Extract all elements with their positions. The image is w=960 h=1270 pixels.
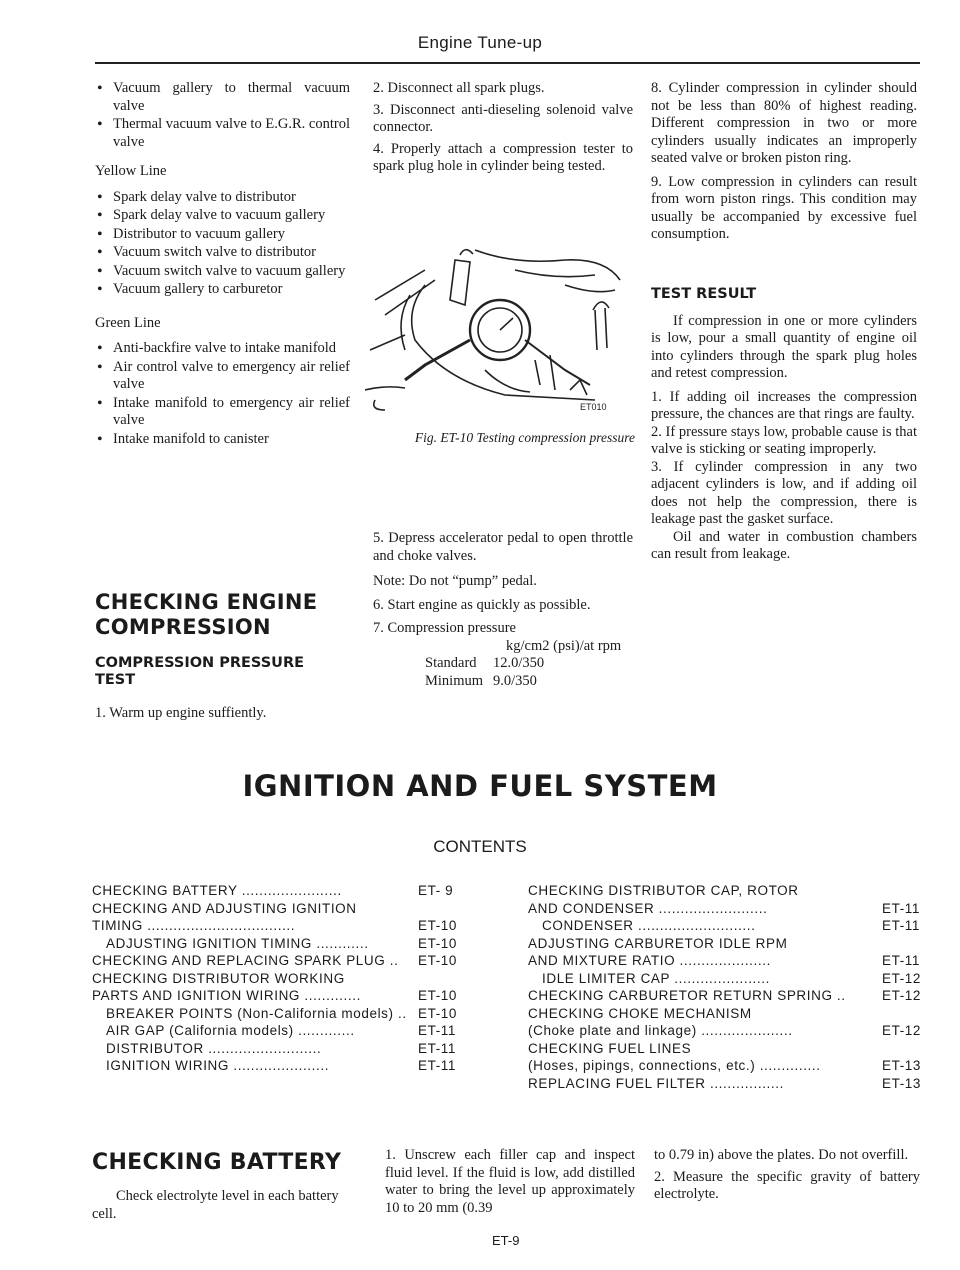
toc-entry bbox=[528, 1075, 926, 1093]
toc-entry-title: CHECKING CARBURETOR RETURN SPRING .. bbox=[528, 988, 846, 1003]
toc-entry-title: ADJUSTING CARBURETOR IDLE RPM bbox=[528, 935, 788, 951]
step-9: 9. Low compression in cylinders can result from worn piston rings. This condition may usually be accompanied by excessive fuel consumption. bbox=[651, 173, 917, 242]
toc-entry-page: ET-12 bbox=[882, 1023, 922, 1038]
toc-entry bbox=[92, 970, 462, 988]
step-2: 2. Disconnect all spark plugs. bbox=[373, 80, 545, 96]
toc-entry-page: ET-11 bbox=[418, 1040, 457, 1056]
toc-entry-title: IDLE LIMITER CAP ...................... bbox=[542, 970, 770, 986]
standard-label: Standard bbox=[425, 655, 477, 671]
compression-tester-illustration bbox=[365, 240, 635, 415]
toc-entry-title: CHECKING CHOKE MECHANISM bbox=[528, 1005, 752, 1021]
toc-entry bbox=[528, 970, 926, 988]
list-item: • Vacuum gallery to carburetor bbox=[95, 281, 350, 299]
toc-entry bbox=[528, 917, 926, 935]
toc-entry bbox=[92, 935, 462, 953]
battery-step-2: 2. Measure the specific gravity of battery electrolyte. bbox=[654, 1168, 920, 1202]
result-1: 1. If adding oil increases the compression pressure, the chances are that rings are faulty. bbox=[651, 388, 917, 422]
result-4: Oil and water in combustion chambers can result from leakage. bbox=[651, 528, 917, 562]
result-2: 2. If pressure stays low, probable cause is that valve is sticking or seating improperly. bbox=[651, 423, 917, 457]
toc-entry bbox=[528, 935, 926, 953]
toc-entry-title: (Hoses, pipings, connections, etc.) .............. bbox=[528, 1058, 821, 1073]
chapter-title: IGNITION AND FUEL SYSTEM bbox=[242, 769, 718, 803]
toc-entry-page: ET-11 bbox=[418, 1023, 457, 1038]
step-3: 3. Disconnect anti-dieseling solenoid valve connector. bbox=[373, 101, 633, 135]
yellow-line-heading: Yellow Line bbox=[95, 163, 167, 179]
toc-entry-title: (Choke plate and linkage) ..................... bbox=[528, 1023, 793, 1038]
step-7: 7. Compression pressure bbox=[373, 620, 516, 636]
toc-entry-page: ET-10 bbox=[418, 1005, 458, 1021]
yellow-line-list bbox=[95, 189, 350, 299]
battery-intro: Check electrolyte level in each battery cell. bbox=[92, 1188, 339, 1222]
battery-column-3 bbox=[654, 1147, 920, 1208]
toc-entry bbox=[92, 952, 462, 970]
toc-entry-page: ET-12 bbox=[882, 970, 922, 986]
test-result-intro: If compression in one or more cylinders is low, pour a small quantity of engine oil into cylinders through the spark plug holes and retest compression. bbox=[651, 312, 917, 381]
section-title-engine-compression: CHECKING ENGINE COMPRESSION bbox=[95, 590, 318, 639]
header-rule bbox=[95, 62, 920, 64]
toc-entry-page: ET-11 bbox=[882, 953, 921, 968]
vacuum-bullet-list bbox=[95, 80, 350, 151]
list-item: • Intake manifold to emergency air relief valve bbox=[95, 395, 350, 430]
toc-entry-title: CHECKING DISTRIBUTOR WORKING bbox=[92, 970, 345, 986]
list-item: • Anti-backfire valve to intake manifold bbox=[95, 340, 350, 358]
battery-step-1-continued: to 0.79 in) above the plates. Do not overfill. bbox=[654, 1147, 909, 1163]
toc-entry-page bbox=[418, 970, 462, 988]
toc-entry-title: ADJUSTING IGNITION TIMING ............ bbox=[106, 935, 369, 951]
toc-entry-page: ET-13 bbox=[882, 1075, 922, 1091]
toc-entry-title: CHECKING BATTERY ....................... bbox=[92, 883, 342, 898]
list-item: • Spark delay valve to vacuum gallery bbox=[95, 207, 350, 225]
toc-entry-page bbox=[882, 935, 926, 953]
toc-entry-title: TIMING .................................. bbox=[92, 918, 296, 933]
battery-step-1: 1. Unscrew each filler cap and inspect fluid level. If the fluid is low, add distilled water to bring the level up approximately 10 to 20 mm (0.39 bbox=[385, 1147, 635, 1216]
pressure-units: kg/cm2 (psi)/at rpm bbox=[506, 637, 622, 654]
figure-caption: Fig. ET-10 Testing compression pressure bbox=[414, 430, 635, 445]
column-1 bbox=[95, 80, 350, 449]
toc-entry-page: ET- 9 bbox=[418, 883, 454, 898]
list-item: • Distributor to vacuum gallery bbox=[95, 226, 350, 244]
list-item: • Spark delay valve to distributor bbox=[95, 189, 350, 207]
toc-entry-title: CHECKING FUEL LINES bbox=[528, 1040, 692, 1056]
contents-heading: CONTENTS bbox=[433, 837, 527, 856]
toc-entry-page: ET-11 bbox=[882, 918, 921, 933]
step-5: 5. Depress accelerator pedal to open throttle and choke valves. bbox=[373, 530, 633, 564]
toc-entry bbox=[92, 1040, 462, 1058]
toc-right-column bbox=[528, 882, 926, 1092]
toc-entry bbox=[92, 1022, 462, 1040]
list-item: • Vacuum switch valve to distributor bbox=[95, 244, 350, 262]
column-3 bbox=[651, 80, 917, 568]
section-title-checking-battery: CHECKING BATTERY bbox=[92, 1150, 342, 1175]
test-result-heading: TEST RESULT bbox=[651, 285, 757, 302]
toc-entry bbox=[92, 882, 462, 900]
toc-entry bbox=[528, 1005, 926, 1023]
minimum-value: 9.0/350 bbox=[493, 672, 537, 689]
toc-entry-title: REPLACING FUEL FILTER ................. bbox=[528, 1075, 784, 1091]
toc-entry bbox=[528, 882, 926, 900]
figure-code: ET010 bbox=[580, 402, 607, 412]
step-6: 6. Start engine as quickly as possible. bbox=[373, 596, 591, 613]
list-item: • Vacuum gallery to thermal vacuum valve bbox=[95, 80, 350, 115]
list-item: • Thermal vacuum valve to E.G.R. control valve bbox=[95, 116, 350, 151]
note: Note: Do not “pump” pedal. bbox=[373, 573, 537, 589]
toc-entry-page: ET-11 bbox=[418, 1058, 457, 1073]
toc-entry bbox=[92, 1005, 462, 1023]
toc-left-column bbox=[92, 882, 462, 1075]
subsection-title-compression-test: COMPRESSION PRESSURE TEST bbox=[95, 655, 305, 688]
minimum-row bbox=[373, 673, 633, 691]
toc-entry bbox=[92, 900, 462, 918]
toc-entry bbox=[92, 1057, 462, 1075]
toc-entry-page: ET-10 bbox=[418, 918, 458, 933]
green-line-heading: Green Line bbox=[95, 314, 161, 331]
toc-entry bbox=[528, 900, 926, 918]
toc-entry-title: AND MIXTURE RATIO ..................... bbox=[528, 953, 771, 968]
toc-entry-title: CHECKING DISTRIBUTOR CAP, ROTOR bbox=[528, 883, 799, 898]
step-8: 8. Cylinder compression in cylinder should not be less than 80% of highest reading. Different compression in two or more cylinders usually indicates an improperly seated valve or broken piston ring. bbox=[651, 80, 917, 166]
toc-entry-page: ET-13 bbox=[882, 1058, 922, 1073]
toc-entry bbox=[528, 952, 926, 970]
toc-entry-page bbox=[418, 900, 462, 918]
toc-entry-page: ET-10 bbox=[418, 953, 458, 968]
minimum-label: Minimum bbox=[425, 672, 484, 689]
toc-entry-page bbox=[882, 1040, 926, 1058]
toc-entry-page: ET-11 bbox=[882, 900, 921, 916]
toc-entry-page bbox=[882, 882, 926, 900]
toc-entry-title: AIR GAP (California models) ............. bbox=[106, 1023, 355, 1038]
toc-entry bbox=[528, 1040, 926, 1058]
step-1: 1. Warm up engine suffiently. bbox=[95, 705, 267, 721]
toc-entry-title: IGNITION WIRING ...................... bbox=[106, 1058, 330, 1073]
list-item: • Intake manifold to canister bbox=[95, 431, 350, 449]
toc-entry-page: ET-12 bbox=[882, 988, 922, 1003]
toc-entry-title: CONDENSER ........................... bbox=[542, 918, 756, 933]
toc-entry-title: CHECKING AND REPLACING SPARK PLUG .. bbox=[92, 953, 399, 968]
toc-entry bbox=[92, 987, 462, 1005]
list-item: • Vacuum switch valve to vacuum gallery bbox=[95, 263, 350, 281]
column-2-bottom bbox=[373, 530, 633, 690]
toc-entry-title: DISTRIBUTOR .......................... bbox=[106, 1040, 322, 1056]
standard-value: 12.0/350 bbox=[493, 655, 545, 671]
toc-entry-page: ET-10 bbox=[418, 935, 458, 951]
standard-row bbox=[373, 655, 633, 673]
step-4: 4. Properly attach a compression tester to spark plug hole in cylinder being tested. bbox=[373, 140, 633, 174]
running-header: Engine Tune-up bbox=[417, 33, 543, 52]
toc-entry-page bbox=[882, 1005, 926, 1023]
list-item: • Air control valve to emergency air relief valve bbox=[95, 359, 350, 394]
green-line-list bbox=[95, 340, 350, 448]
toc-entry-page: ET-10 bbox=[418, 988, 458, 1003]
result-3: 3. If cylinder compression in any two adjacent cylinders is low, and if adding oil does not help the compression, there is leakage past the gasket surface. bbox=[651, 458, 917, 527]
column-2-top bbox=[373, 80, 633, 180]
toc-entry-title: CHECKING AND ADJUSTING IGNITION bbox=[92, 900, 357, 916]
toc-entry-title: BREAKER POINTS (Non-California models) .. bbox=[106, 1005, 407, 1021]
toc-entry bbox=[528, 1057, 926, 1075]
toc-entry bbox=[528, 987, 926, 1005]
toc-entry-title: AND CONDENSER ......................... bbox=[528, 900, 768, 916]
page-number: ET-9 bbox=[492, 1233, 520, 1248]
toc-entry-title: PARTS AND IGNITION WIRING ............. bbox=[92, 988, 361, 1003]
toc-entry bbox=[528, 1022, 926, 1040]
toc-entry bbox=[92, 917, 462, 935]
